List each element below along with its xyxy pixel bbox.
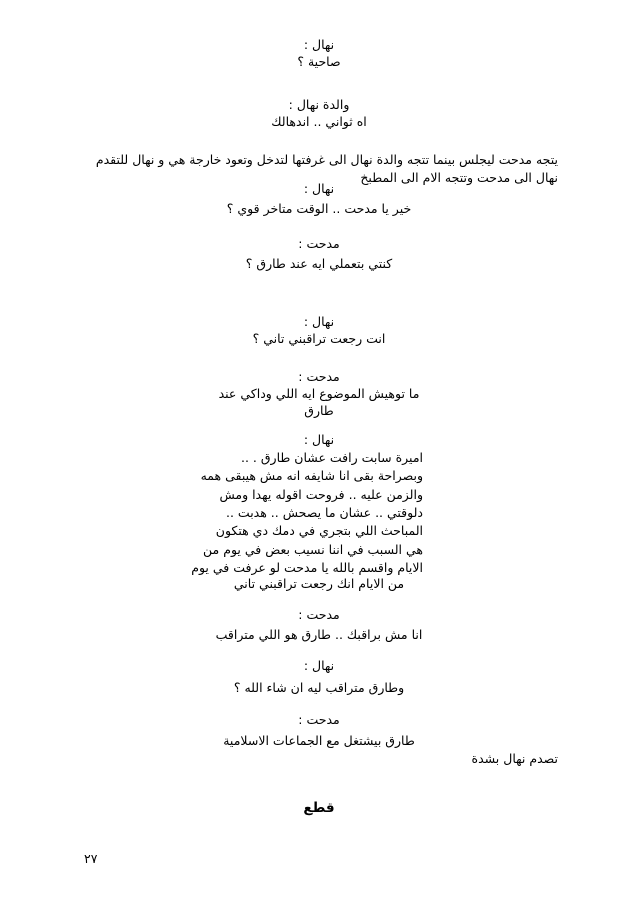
dialogue-line: طارق xyxy=(304,403,334,418)
dialogue-line: كنتي بتعملي ايه عند طارق ؟ xyxy=(245,256,393,271)
dialogue-line: وبصراحة بقى انا شايفه انه مش هيبقى همه xyxy=(200,468,423,483)
speaker-medhat: مدحت : xyxy=(298,712,340,727)
speaker-nehal: نهال : xyxy=(303,314,335,329)
dialogue-line: الايام واقسم بالله يا مدحت لو عرفت في يوم xyxy=(191,560,423,575)
dialogue-line: وطارق متراقب ليه ان شاء الله ؟ xyxy=(233,680,405,695)
scene-cut: قطع xyxy=(303,800,335,816)
dialogue-line: انت رجعت تراقبني تاني ؟ xyxy=(252,331,386,346)
dialogue-line: ما توهيش الموضوع ايه اللي وداكي عند xyxy=(218,386,420,401)
speaker-nehal: نهال : xyxy=(303,37,335,52)
dialogue-line: اه ثواني .. اندهالك xyxy=(271,114,367,129)
dialogue-line: من الايام انك رجعت تراقبني تاني xyxy=(233,576,405,591)
dialogue-line: والزمن عليه .. فروحت اقوله يهدا ومش xyxy=(219,487,423,502)
speaker-nehal: نهال : xyxy=(303,432,335,447)
dialogue-line: صاحية ؟ xyxy=(297,54,341,69)
dialogue-line: خير يا مدحت .. الوقت متاخر قوي ؟ xyxy=(226,201,412,216)
stage-direction: يتجه مدحت ليجلس بينما تتجه والدة نهال الى غرفتها لتدخل وتعود خارجة هي و نهال للتقدم xyxy=(95,152,558,167)
speaker-medhat: مدحت : xyxy=(298,607,340,622)
stage-direction: تصدم نهال بشدة xyxy=(471,751,558,766)
speaker-mother: والدة نهال : xyxy=(288,97,350,112)
dialogue-line: المباحث اللي بتجري في دمك دي هتكون xyxy=(215,523,423,538)
page-number: ٢٧ xyxy=(84,851,98,866)
dialogue-line: هي السبب في اننا نسيب بعض في يوم من xyxy=(203,542,423,557)
speaker-nehal: نهال : xyxy=(303,658,335,673)
dialogue-line: طارق بيشتغل مع الجماعات الاسلامية xyxy=(223,733,415,748)
dialogue-line: اميرة سابت رافت عشان طارق . .. xyxy=(240,450,423,465)
speaker-medhat: مدحت : xyxy=(298,236,340,251)
speaker-medhat: مدحت : xyxy=(298,369,340,384)
dialogue-line: دلوقتي .. عشان ما يصحش .. هدبت .. xyxy=(226,505,423,520)
speaker-nehal: نهال : xyxy=(303,181,335,196)
dialogue-line: انا مش براقبك .. طارق هو اللي متراقب xyxy=(215,627,423,642)
stage-direction: نهال الى مدحت وتتجه الام الى المطبخ xyxy=(360,170,558,185)
